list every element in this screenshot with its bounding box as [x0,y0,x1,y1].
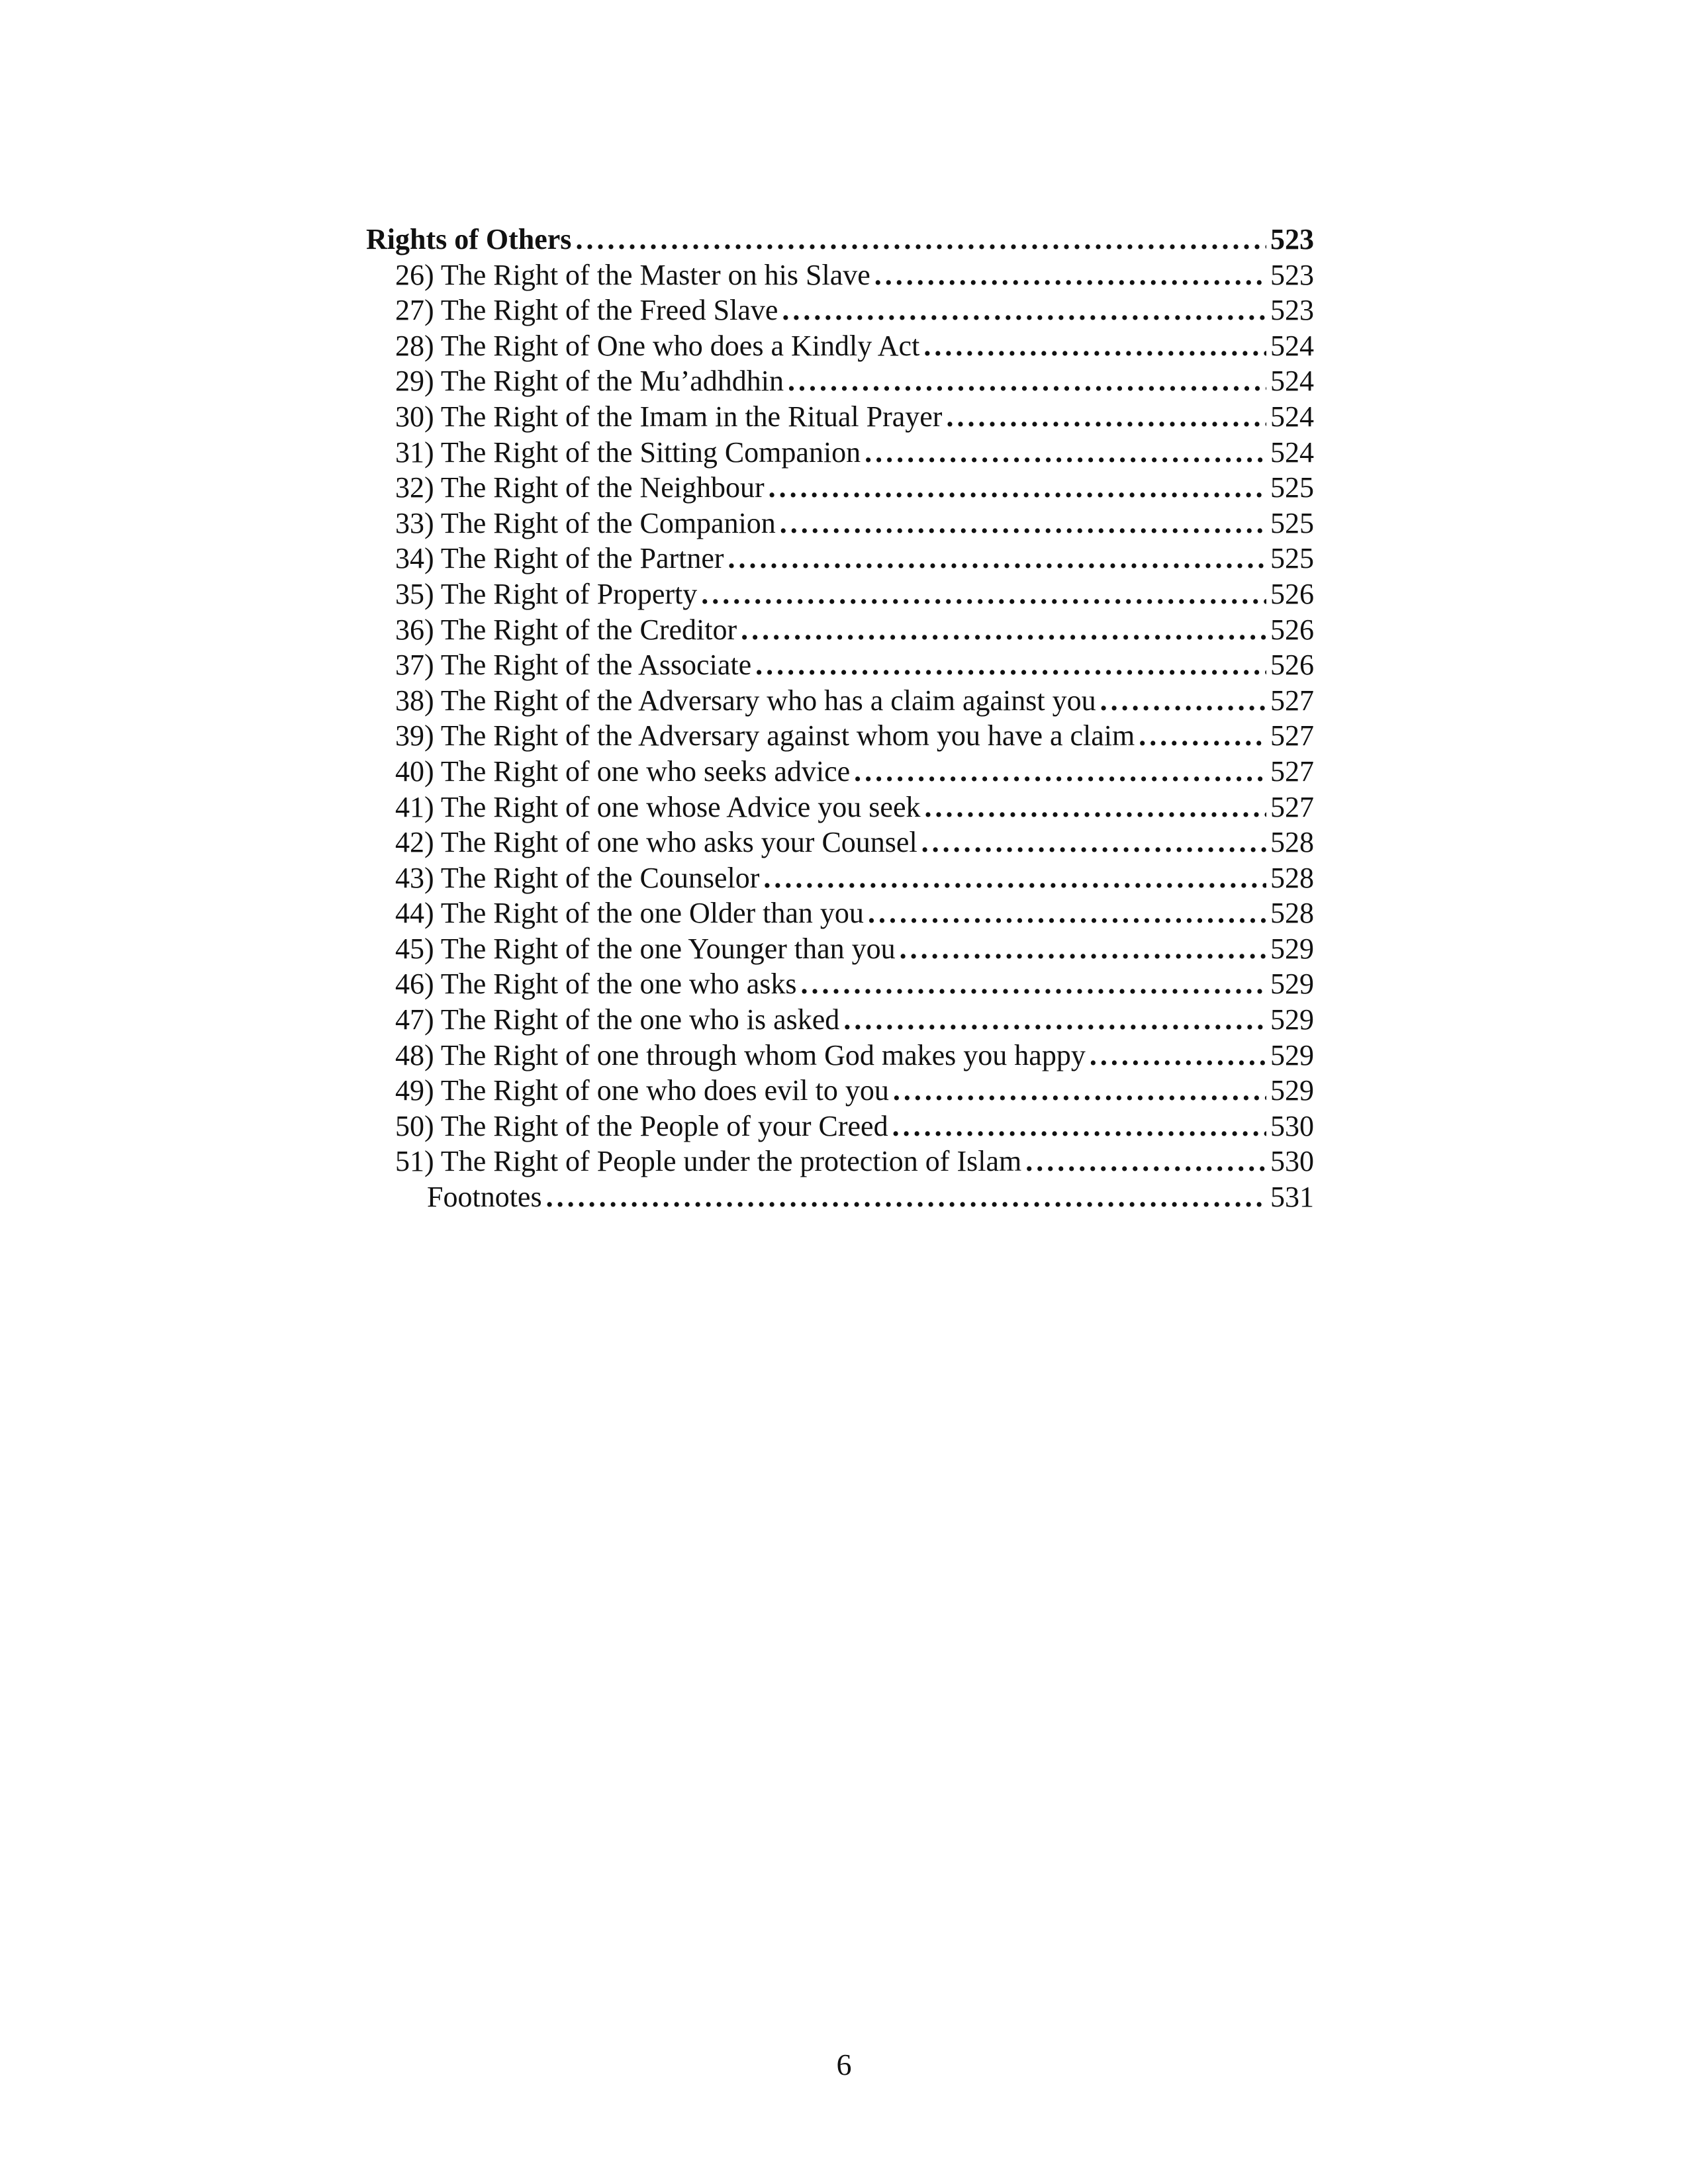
toc-entry-row[interactable] [366,966,1314,1002]
dot-leader [946,399,1266,435]
dot-leader [728,541,1266,576]
toc-entry-title: 29) The Right of the Mu’adhdhin [395,365,784,398]
toc-footnotes-title: Footnotes [427,1181,542,1214]
toc-entry-row[interactable] [366,328,1314,364]
dot-leader [1100,683,1266,719]
toc-heading-row[interactable] [366,222,1314,257]
dot-leader [1025,1144,1266,1179]
dot-leader [865,435,1266,471]
toc-entry-title: 37) The Right of the Associate [395,649,752,682]
toc-entry-page: 528 [1270,826,1314,859]
toc-entry-row[interactable] [366,1144,1314,1179]
toc-entry-row[interactable] [366,399,1314,435]
dot-leader [755,647,1266,683]
toc-entry-title: 36) The Right of the Creditor [395,613,737,646]
toc-entry-title: 33) The Right of the Companion [395,506,776,539]
dot-leader [868,895,1266,931]
dot-leader [546,1179,1266,1215]
toc-entry-row[interactable] [366,931,1314,967]
toc-entry-page: 525 [1270,471,1314,504]
table-of-contents [366,222,1314,1215]
toc-entry-title: 31) The Right of the Sitting Companion [395,435,861,469]
page-number: 6 [836,2048,852,2081]
toc-entry-row[interactable] [366,293,1314,328]
dot-leader [763,860,1266,896]
toc-entry-title: 38) The Right of the Adversary who has a claim against you [395,684,1096,717]
dot-leader [923,328,1266,364]
toc-entry-title: 49) The Right of one who does evil to you [395,1074,889,1107]
toc-entry-title: 46) The Right of the one who asks [395,968,797,1001]
toc-entry-page: 525 [1270,506,1314,539]
toc-entry-page: 524 [1270,435,1314,469]
toc-entry-title: 26) The Right of the Master on his Slave [395,258,870,291]
toc-entry-row[interactable] [366,435,1314,471]
dot-leader [780,506,1266,541]
dot-leader [921,825,1266,860]
dot-leader [843,1002,1266,1038]
toc-entry-row[interactable] [366,1038,1314,1073]
toc-entry-page: 530 [1270,1145,1314,1178]
toc-entry-row[interactable] [366,790,1314,825]
dot-leader [788,363,1266,399]
toc-entry-row[interactable] [366,612,1314,648]
toc-entry-row[interactable] [366,895,1314,931]
toc-entry-title: 47) The Right of the one who is asked [395,1003,840,1036]
toc-entry-row[interactable] [366,1002,1314,1038]
toc-entry-title: 40) The Right of one who seeks advice [395,754,851,788]
toc-entry-page: 526 [1270,613,1314,646]
toc-entry-title: 43) The Right of the Counselor [395,861,760,894]
toc-entry-page: 529 [1270,968,1314,1001]
toc-entry-page: 523 [1270,258,1314,291]
toc-entry-title: 34) The Right of the Partner [395,542,724,575]
dot-leader [801,966,1266,1002]
dot-leader [854,754,1266,790]
toc-entry-page: 529 [1270,1003,1314,1036]
toc-entry-page: 527 [1270,754,1314,788]
toc-entry-row[interactable] [366,683,1314,719]
dot-leader [1090,1038,1266,1073]
toc-entry-title: 30) The Right of the Imam in the Ritual Prayer [395,400,943,433]
dot-leader [874,257,1266,293]
toc-entry-page: 528 [1270,897,1314,930]
toc-entry-row[interactable] [366,541,1314,576]
toc-entry-list [366,257,1314,1179]
toc-entry-title: 35) The Right of Property [395,577,698,610]
toc-entry-page: 524 [1270,329,1314,362]
toc-entry-page: 529 [1270,1038,1314,1071]
toc-entry-title: 42) The Right of one who asks your Counsel [395,826,917,859]
toc-entry-page: 527 [1270,684,1314,717]
toc-entry-row[interactable] [366,860,1314,896]
dot-leader [701,576,1266,612]
dot-leader [782,293,1266,328]
toc-entry-row[interactable] [366,718,1314,754]
toc-entry-row[interactable] [366,506,1314,541]
toc-footnotes-row[interactable] [366,1179,1314,1215]
toc-entry-page: 529 [1270,932,1314,965]
toc-footnotes-page: 531 [1270,1181,1314,1214]
toc-entry-page: 525 [1270,542,1314,575]
toc-entry-title: 39) The Right of the Adversary against whom you have a claim [395,719,1135,752]
toc-entry-page: 524 [1270,400,1314,433]
dot-leader [575,222,1266,257]
toc-entry-page: 529 [1270,1074,1314,1107]
toc-entry-page: 527 [1270,790,1314,823]
toc-entry-page: 528 [1270,861,1314,894]
toc-entry-title: 50) The Right of the People of your Creed [395,1109,888,1142]
dot-leader [769,470,1266,506]
toc-entry-title: 45) The Right of the one Younger than you [395,932,896,965]
toc-entry-page: 527 [1270,719,1314,752]
toc-entry-row[interactable] [366,1073,1314,1109]
toc-entry-title: 28) The Right of One who does a Kindly Act [395,329,920,362]
toc-entry-page: 524 [1270,365,1314,398]
toc-heading-page: 523 [1270,223,1314,255]
toc-entry-title: 41) The Right of one whose Advice you seek [395,790,921,823]
dot-leader [1139,718,1266,754]
toc-entry-row[interactable] [366,647,1314,683]
toc-entry-page: 526 [1270,649,1314,682]
dot-leader [892,1109,1266,1144]
toc-entry-title: 51) The Right of People under the protection of Islam [395,1145,1022,1178]
toc-entry-title: 44) The Right of the one Older than you [395,897,864,930]
toc-entry-row[interactable] [366,257,1314,293]
toc-entry-row[interactable] [366,1109,1314,1144]
toc-heading-title: Rights of Others [366,223,572,255]
dot-leader [741,612,1266,648]
toc-entry-row[interactable] [366,363,1314,399]
toc-entry-title: 48) The Right of one through whom God makes you happy [395,1038,1086,1071]
toc-entry-title: 27) The Right of the Freed Slave [395,294,778,327]
dot-leader [924,790,1266,825]
toc-entry-page: 526 [1270,577,1314,610]
dot-leader [900,931,1266,967]
toc-entry-row[interactable] [366,825,1314,860]
toc-entry-page: 530 [1270,1109,1314,1142]
toc-entry-row[interactable] [366,576,1314,612]
dot-leader [893,1073,1266,1109]
toc-entry-row[interactable] [366,754,1314,790]
toc-entry-title: 32) The Right of the Neighbour [395,471,765,504]
toc-entry-page: 523 [1270,294,1314,327]
toc-entry-row[interactable] [366,470,1314,506]
